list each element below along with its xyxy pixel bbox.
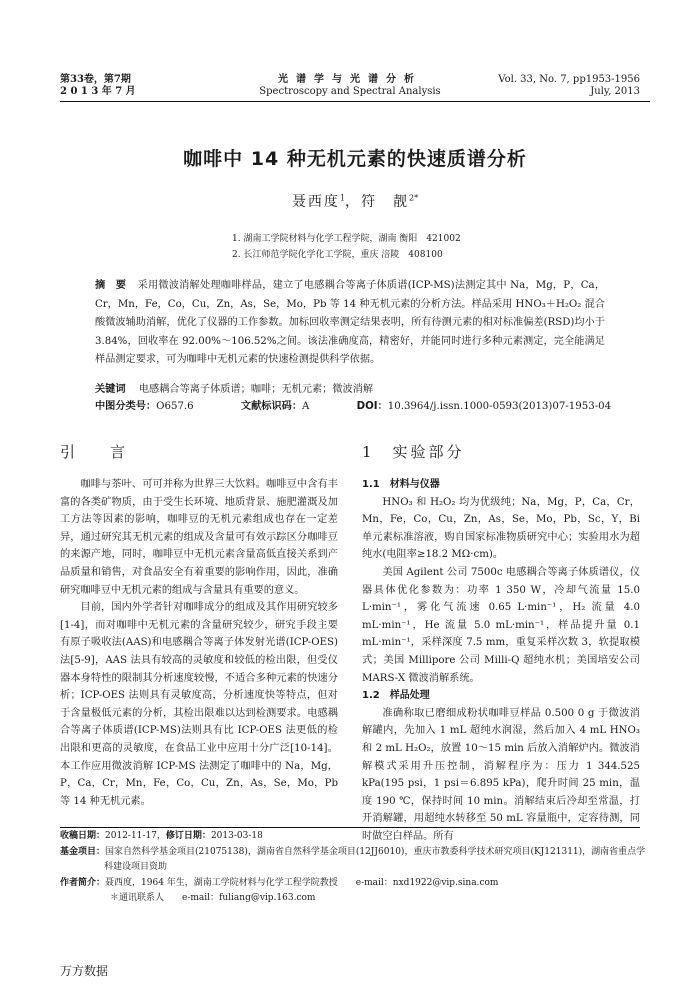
header-rule xyxy=(60,101,650,102)
author-affil-mark: 2* xyxy=(409,193,419,203)
doc-code-value: A xyxy=(302,401,310,412)
paper-title: 咖啡中 14 种无机元素的快速质谱分析 xyxy=(183,148,527,170)
doi-label: DOI： xyxy=(356,401,388,412)
keywords-text: 电感耦合等离子体质谱；咖啡；无机元素；微波消解 xyxy=(138,384,374,395)
journal-volume-cn: 第33卷，第7期 xyxy=(60,74,131,85)
clc-value: O657.6 xyxy=(156,401,194,412)
corresponding-author: ＊通讯联系人 e-mail：fuliang@vip.163.com xyxy=(110,893,316,903)
subsection-heading: 1.1 材料与仪器 xyxy=(362,479,440,490)
experimental-body xyxy=(362,476,640,845)
journal-vol-en: Vol. 33, No. 7, pp1953-1956 xyxy=(498,74,640,85)
footnote-rule xyxy=(60,827,640,828)
author-name: 聂西度 xyxy=(291,194,340,210)
author-line: 聂西度$^1$，符 靓$^{2*}$ xyxy=(291,193,419,210)
experimental-heading: 1 实验部分 xyxy=(362,443,465,461)
fund-note: 基金项目：国家自然科学基金项目(21075138)，湖南省自然科学基金项目(12JJ6010)，重庆市教委科学技术研究项目(KJ121311)，湖南省重点学科建设项目资助 xyxy=(60,846,646,872)
keywords xyxy=(95,380,373,395)
intro-heading: 引 言 xyxy=(60,443,136,461)
classification-line xyxy=(95,397,655,412)
journal-name-cn: 光谱学与光谱分析 xyxy=(278,74,422,85)
intro-paragraph: 咖啡与茶叶、可可并称为世界三大饮料。咖啡豆中含有丰富的各类矿物质，由于受生长环境、地质背景、施肥灌溉及加工方法等因素的影响，咖啡豆的无机元素组成也存在一定差异，通过研究其无机元素的组成及含量可有效示踪区分咖啡豆的来源产地，同时，咖啡豆中无机元素含量高低直接关系到产品质量和销售，对食品安全有着重要的影响作用，因此，准确研究咖啡豆中无机元素的组成与含量具有重要的意义。 xyxy=(60,479,338,596)
subsection-heading: 1.2 样品处理 xyxy=(362,690,430,702)
author-bio: 作者简介：聂西度，1964 年生，湖南工学院材料与化学工程学院教授 e-mail：nxd1922@vip.sina.com xyxy=(60,877,499,888)
journal-date-cn: 2 0 1 3 年 7 月 xyxy=(60,86,136,97)
footnotes xyxy=(60,829,650,907)
doc-code-label: 文献标识码： xyxy=(240,401,303,412)
intro-paragraph: 目前，国内外学者针对咖啡成分的组成及其作用研究较多[1-4]，而对咖啡中无机元素的含量研究较少，研究手段主要有原子吸收法(AAS)和电感耦合等离子体发射光谱(ICP-OES)法[5-9]，AAS 法具有较高的灵敏度和较低的检出限，但受仪器本身特性的限制其分析速度较慢，不适合多种元素的快速分析；ICP-OES 法则具有灵敏度高，分析速度快等特点，但对于含量极低元素的分析，其检出限难以达到检测要求。电感耦合等离子体质谱(ICP-MS)法则具有比 ICP-OES 法更低的检出限和更高的灵敏度，在食品工业中应用十分广泛[10-14]。本工作应用微波消解 ICP-MS 法测定了咖啡中的 Na，Mg，P，Ca，Cr，Mn，Fe，Co，Cu，Zn，As，Se，Mo，Pb 等 14 种无机元素。 xyxy=(60,602,338,807)
clc-label: 中图分类号： xyxy=(95,401,157,412)
journal-volume-header xyxy=(60,74,136,98)
author-affil-mark: 1 xyxy=(339,193,345,203)
affiliation-1: 1. 湖南工学院材料与化学工程学院，湖南 衡阳 421002 xyxy=(232,234,461,244)
journal-issue-header xyxy=(498,74,640,98)
journal-name-header xyxy=(200,74,500,98)
journal-name-en: Spectroscopy and Spectral Analysis xyxy=(259,86,441,97)
doi-value: 10.3964/j.issn.1000-0593(2013)07-1953-04 xyxy=(387,401,612,412)
keywords-label: 关键词 xyxy=(95,384,126,395)
abstract xyxy=(95,277,605,370)
instrument-paragraph: 美国 Agilent 公司 7500c 电感耦合等离子体质谱仪，仪器具体优化参数为：功率 1 350 W，冷却气流量 15.0 L·min⁻¹，雾化气流速 0.65 L·min⁻¹，H₂ 流量 4.0 mL·min⁻¹，He 流量 5.0 mL·min⁻¹，样品提升量 0.1 mL·min⁻¹，采样深度 7.5 mm，重复采样次数 3，软提取模式；美国 Millipore 公司 Milli-Q 超纯水机；美国培安公司 MARS-X 微波消解系统。 xyxy=(362,566,640,684)
affiliation-2: 2. 长江师范学院化学化工学院，重庆 涪陵 408100 xyxy=(232,250,443,260)
materials-paragraph: HNO₃ 和 H₂O₂ 均为优级纯；Na，Mg，P，Ca，Cr，Mn，Fe，Co，Cu，Zn，As，Se，Mo，Pb，Sc，Y，Bi 单元素标准溶液，购自国家标准物质研究中心；实验用水为超纯水(电阻率≥18.2 MΩ·cm)。 xyxy=(362,496,640,561)
watermark: 万方数据 xyxy=(60,964,109,978)
received-dates: 收稿日期：2012-11-17，修订日期：2013-03-18 xyxy=(60,831,263,841)
journal-date-en: July, 2013 xyxy=(590,86,640,97)
author-name: 符 靓 xyxy=(361,194,409,210)
abstract-label: 摘 要 xyxy=(95,280,127,291)
intro-body xyxy=(60,476,338,810)
sample-prep-paragraph: 准确称取已磨细成粉状咖啡豆样品 0.500 0 g 于微波消解罐内，先加入 1 mL 超纯水润湿，然后加入 4 mL HNO₃ 和 2 mL H₂O₂，放置 10～15 min 后放入消解炉内。微波消解模式采用升压控制，消解程序为：压力 1 344.525 kPa(195 psi，1 psi＝6.895 kPa)，爬升时间 25 min，温度 190 ℃，保持时间 10 min。消解结束后冷却至常温，打开消解罐，用超纯水转移至 50 mL 容量瓶中，定容待测，同时做空白样品。所有 xyxy=(362,707,640,842)
abstract-text: 采用微波消解处理咖啡样品，建立了电感耦合等离子体质谱(ICP-MS)法测定其中 Na，Mg，P，Ca，Cr，Mn，Fe，Co，Cu，Zn，As，Se，Mo，Pb 等 14 种无机元素的分析方法。样品采用 HNO₃＋H₂O₂ 混合酸微波辅助消解，优化了仪器的工作参数。加标回收率测定结果表明，所有待测元素的相对标准偏差(RSD)均小于 3.84%，回收率在 92.00%～106.52%之间。该法准确度高，精密好，并能同时进行多种元素测定，完全能满足样品测定要求，可为咖啡中无机元素的快速检测提供科学依据。 xyxy=(95,280,606,365)
